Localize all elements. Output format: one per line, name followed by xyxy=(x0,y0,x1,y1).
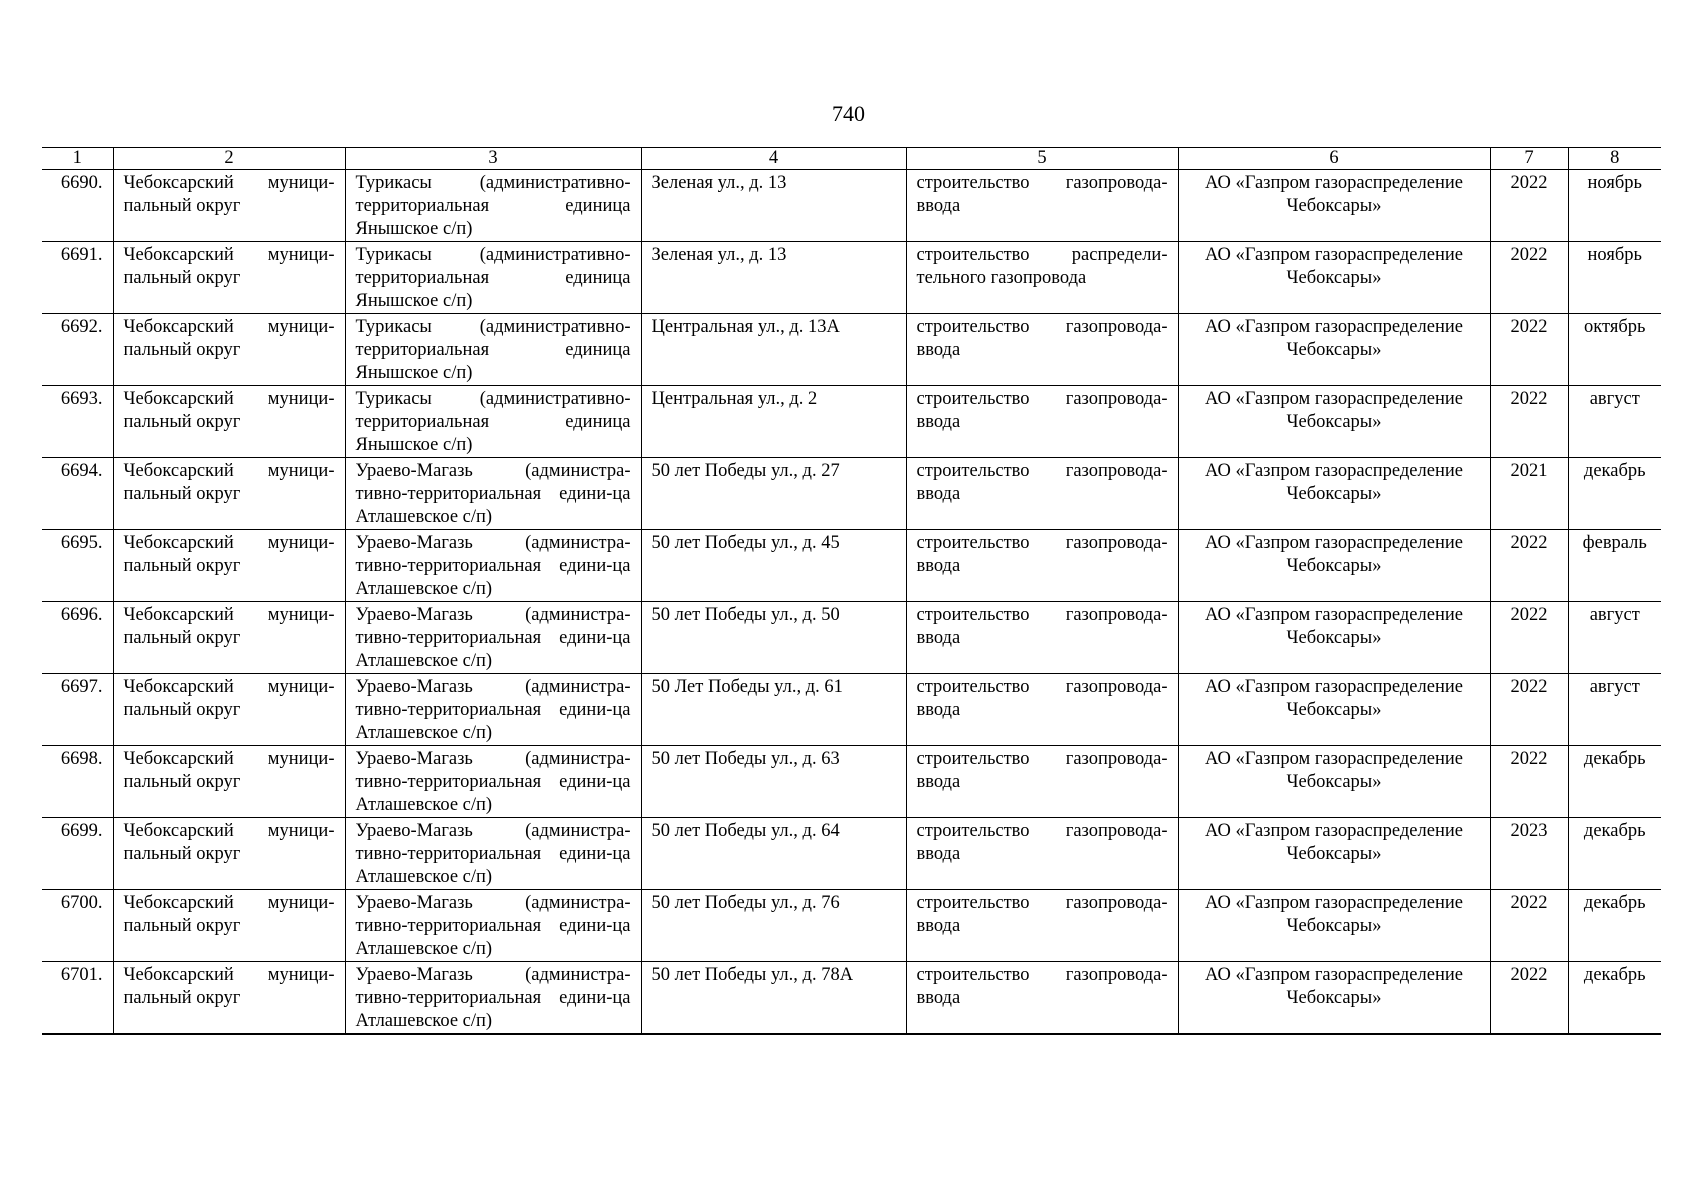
month-cell: декабрь xyxy=(1568,458,1661,530)
settlement-cell: Ураево-Магазь (администра-тивно-территориальная едини-ца Атлашевское с/п) xyxy=(345,746,641,818)
address-cell: 50 лет Победы ул., д. 78А xyxy=(641,962,906,1035)
settlement-cell: Ураево-Магазь (администра-тивно-территориальная едини-ца Атлашевское с/п) xyxy=(345,674,641,746)
month-cell: февраль xyxy=(1568,530,1661,602)
row-number-cell: 6700. xyxy=(42,890,113,962)
column-header: 2 xyxy=(113,148,345,170)
month-cell: октябрь xyxy=(1568,314,1661,386)
work-type-cell: строительство газопровода-ввода xyxy=(906,458,1178,530)
settlement-cell: Ураево-Магазь (администра-тивно-территориальная едини-ца Атлашевское с/п) xyxy=(345,602,641,674)
settlement-cell: Турикасы (административно-территориальная единица Янышское с/п) xyxy=(345,242,641,314)
settlement-cell: Ураево-Магазь (администра-тивно-территориальная едини-ца Атлашевское с/п) xyxy=(345,818,641,890)
row-number-cell: 6695. xyxy=(42,530,113,602)
district-cell: Чебоксарский муници-пальный округ xyxy=(113,314,345,386)
row-number-cell: 6701. xyxy=(42,962,113,1035)
settlement-cell: Ураево-Магазь (администра-тивно-территориальная едини-ца Атлашевское с/п) xyxy=(345,890,641,962)
year-cell: 2022 xyxy=(1490,314,1568,386)
address-cell: 50 Лет Победы ул., д. 61 xyxy=(641,674,906,746)
table-row xyxy=(42,242,1661,314)
district-cell: Чебоксарский муници-пальный округ xyxy=(113,746,345,818)
address-cell: 50 лет Победы ул., д. 63 xyxy=(641,746,906,818)
work-type-cell: строительство газопровода-ввода xyxy=(906,674,1178,746)
month-cell: декабрь xyxy=(1568,890,1661,962)
work-type-cell: строительство газопровода-ввода xyxy=(906,314,1178,386)
work-type-cell: строительство газопровода-ввода xyxy=(906,602,1178,674)
month-cell: декабрь xyxy=(1568,818,1661,890)
address-cell: Центральная ул., д. 13А xyxy=(641,314,906,386)
gas-pipeline-register-table xyxy=(42,147,1661,1035)
column-header: 1 xyxy=(42,148,113,170)
row-number-cell: 6697. xyxy=(42,674,113,746)
table-row xyxy=(42,962,1661,1035)
organization-cell: АО «Газпром газораспределение Чебоксары» xyxy=(1178,458,1490,530)
address-cell: Зеленая ул., д. 13 xyxy=(641,170,906,242)
district-cell: Чебоксарский муници-пальный округ xyxy=(113,458,345,530)
month-cell: август xyxy=(1568,674,1661,746)
settlement-cell: Турикасы (административно-территориальная единица Янышское с/п) xyxy=(345,170,641,242)
table-row xyxy=(42,458,1661,530)
organization-cell: АО «Газпром газораспределение Чебоксары» xyxy=(1178,314,1490,386)
row-number-cell: 6694. xyxy=(42,458,113,530)
work-type-cell: строительство газопровода-ввода xyxy=(906,386,1178,458)
row-number-cell: 6693. xyxy=(42,386,113,458)
work-type-cell: строительство газопровода-ввода xyxy=(906,962,1178,1035)
column-header: 5 xyxy=(906,148,1178,170)
address-cell: 50 лет Победы ул., д. 45 xyxy=(641,530,906,602)
settlement-cell: Турикасы (административно-территориальная единица Янышское с/п) xyxy=(345,386,641,458)
organization-cell: АО «Газпром газораспределение Чебоксары» xyxy=(1178,674,1490,746)
row-number-cell: 6690. xyxy=(42,170,113,242)
district-cell: Чебоксарский муници-пальный округ xyxy=(113,530,345,602)
year-cell: 2022 xyxy=(1490,242,1568,314)
column-header: 8 xyxy=(1568,148,1661,170)
organization-cell: АО «Газпром газораспределение Чебоксары» xyxy=(1178,170,1490,242)
settlement-cell: Ураево-Магазь (администра-тивно-территориальная едини-ца Атлашевское с/п) xyxy=(345,962,641,1035)
work-type-cell: строительство газопровода-ввода xyxy=(906,530,1178,602)
address-cell: 50 лет Победы ул., д. 64 xyxy=(641,818,906,890)
work-type-cell: строительство газопровода-ввода xyxy=(906,170,1178,242)
organization-cell: АО «Газпром газораспределение Чебоксары» xyxy=(1178,746,1490,818)
settlement-cell: Ураево-Магазь (администра-тивно-территориальная едини-ца Атлашевское с/п) xyxy=(345,530,641,602)
year-cell: 2023 xyxy=(1490,818,1568,890)
row-number-cell: 6696. xyxy=(42,602,113,674)
district-cell: Чебоксарский муници-пальный округ xyxy=(113,170,345,242)
column-header: 4 xyxy=(641,148,906,170)
page-number: 740 xyxy=(832,101,865,126)
column-header: 7 xyxy=(1490,148,1568,170)
address-cell: 50 лет Победы ул., д. 27 xyxy=(641,458,906,530)
district-cell: Чебоксарский муници-пальный округ xyxy=(113,890,345,962)
work-type-cell: строительство газопровода-ввода xyxy=(906,818,1178,890)
year-cell: 2022 xyxy=(1490,674,1568,746)
table-body xyxy=(42,170,1661,1035)
address-cell: Центральная ул., д. 2 xyxy=(641,386,906,458)
column-header: 3 xyxy=(345,148,641,170)
year-cell: 2022 xyxy=(1490,530,1568,602)
year-cell: 2021 xyxy=(1490,458,1568,530)
column-number-header-row xyxy=(42,148,1661,170)
organization-cell: АО «Газпром газораспределение Чебоксары» xyxy=(1178,530,1490,602)
work-type-cell: строительство газопровода-ввода xyxy=(906,890,1178,962)
district-cell: Чебоксарский муници-пальный округ xyxy=(113,962,345,1035)
column-header: 6 xyxy=(1178,148,1490,170)
table-row xyxy=(42,386,1661,458)
row-number-cell: 6698. xyxy=(42,746,113,818)
year-cell: 2022 xyxy=(1490,890,1568,962)
table-row xyxy=(42,602,1661,674)
row-number-cell: 6692. xyxy=(42,314,113,386)
organization-cell: АО «Газпром газораспределение Чебоксары» xyxy=(1178,602,1490,674)
table-row xyxy=(42,530,1661,602)
district-cell: Чебоксарский муници-пальный округ xyxy=(113,818,345,890)
table-row xyxy=(42,818,1661,890)
organization-cell: АО «Газпром газораспределение Чебоксары» xyxy=(1178,242,1490,314)
table-row xyxy=(42,746,1661,818)
month-cell: август xyxy=(1568,602,1661,674)
settlement-cell: Турикасы (административно-территориальная единица Янышское с/п) xyxy=(345,314,641,386)
district-cell: Чебоксарский муници-пальный округ xyxy=(113,602,345,674)
month-cell: декабрь xyxy=(1568,746,1661,818)
work-type-cell: строительство газопровода-ввода xyxy=(906,746,1178,818)
year-cell: 2022 xyxy=(1490,602,1568,674)
table-row xyxy=(42,170,1661,242)
table-row xyxy=(42,674,1661,746)
month-cell: ноябрь xyxy=(1568,242,1661,314)
year-cell: 2022 xyxy=(1490,962,1568,1035)
organization-cell: АО «Газпром газораспределение Чебоксары» xyxy=(1178,818,1490,890)
row-number-cell: 6699. xyxy=(42,818,113,890)
month-cell: декабрь xyxy=(1568,962,1661,1035)
year-cell: 2022 xyxy=(1490,386,1568,458)
table-row xyxy=(42,890,1661,962)
year-cell: 2022 xyxy=(1490,170,1568,242)
address-cell: 50 лет Победы ул., д. 50 xyxy=(641,602,906,674)
settlement-cell: Ураево-Магазь (администра-тивно-территориальная едини-ца Атлашевское с/п) xyxy=(345,458,641,530)
row-number-cell: 6691. xyxy=(42,242,113,314)
address-cell: Зеленая ул., д. 13 xyxy=(641,242,906,314)
organization-cell: АО «Газпром газораспределение Чебоксары» xyxy=(1178,386,1490,458)
district-cell: Чебоксарский муници-пальный округ xyxy=(113,242,345,314)
work-type-cell: строительство распредели-тельного газопровода xyxy=(906,242,1178,314)
district-cell: Чебоксарский муници-пальный округ xyxy=(113,674,345,746)
table-row xyxy=(42,314,1661,386)
month-cell: август xyxy=(1568,386,1661,458)
district-cell: Чебоксарский муници-пальный округ xyxy=(113,386,345,458)
organization-cell: АО «Газпром газораспределение Чебоксары» xyxy=(1178,962,1490,1035)
address-cell: 50 лет Победы ул., д. 76 xyxy=(641,890,906,962)
organization-cell: АО «Газпром газораспределение Чебоксары» xyxy=(1178,890,1490,962)
year-cell: 2022 xyxy=(1490,746,1568,818)
month-cell: ноябрь xyxy=(1568,170,1661,242)
